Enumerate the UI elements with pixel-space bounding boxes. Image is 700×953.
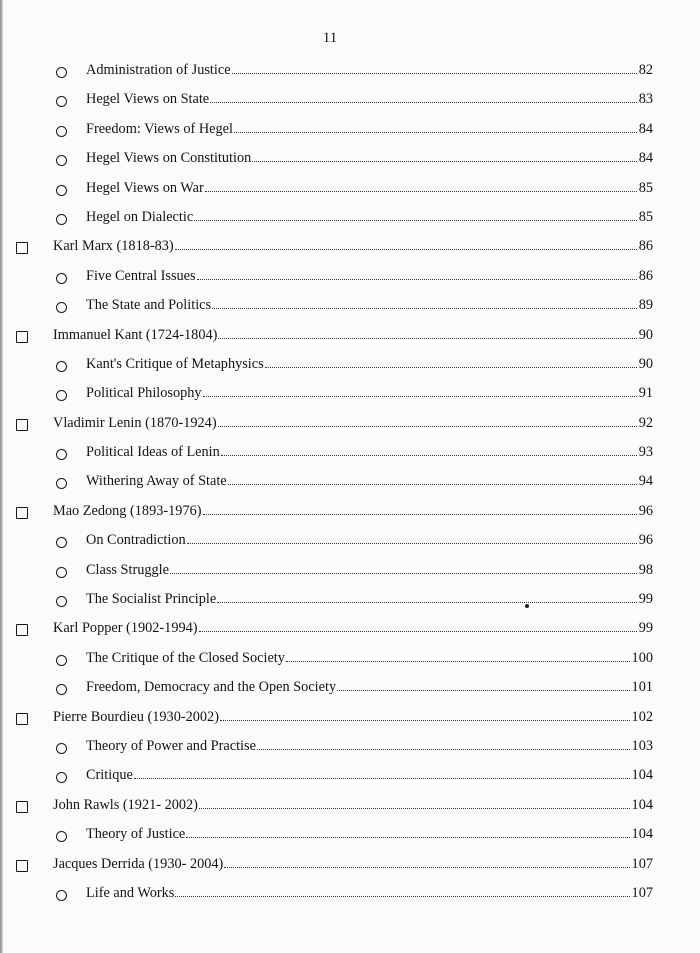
circle-bullet-icon: [56, 361, 67, 372]
dot-leader: [210, 102, 637, 103]
toc-line: [53, 620, 653, 637]
toc-title: Immanuel Kant (1724-1804): [53, 326, 218, 343]
toc-section-entry: [0, 765, 700, 794]
toc-title: Political Philosophy: [86, 385, 202, 402]
toc-title: The Critique of the Closed Society: [86, 649, 285, 666]
toc-line: [86, 591, 653, 608]
toc-section-entry: [0, 383, 700, 412]
toc-line: [86, 767, 653, 784]
circle-bullet-icon: [56, 214, 67, 225]
circle-bullet-icon: [56, 772, 67, 783]
dot-leader: [212, 308, 637, 309]
toc-section-entry: [0, 148, 700, 177]
circle-bullet-icon: [56, 831, 67, 842]
toc-page-number: 103: [631, 737, 653, 754]
toc-page-number: 86: [638, 267, 653, 284]
dot-leader: [218, 338, 636, 339]
circle-bullet-icon: [56, 890, 67, 901]
toc-page-number: 85: [638, 208, 653, 225]
toc-line: [53, 856, 653, 873]
square-bullet-icon: [16, 419, 28, 431]
dot-leader: [199, 631, 637, 632]
toc-title: Jacques Derrida (1930- 2004): [53, 855, 224, 872]
dot-leader: [203, 396, 637, 397]
toc-chapter-entry: [0, 325, 700, 354]
toc-title: The State and Politics: [86, 297, 212, 314]
toc-section-entry: [0, 883, 700, 912]
toc-line: [86, 473, 653, 490]
circle-bullet-icon: [56, 155, 67, 166]
toc-title: Class Struggle: [86, 561, 170, 578]
toc-line: [86, 297, 653, 314]
toc-line: [86, 885, 653, 902]
toc-section-entry: [0, 60, 700, 89]
toc-section-entry: [0, 736, 700, 765]
toc-page-number: 91: [638, 385, 653, 402]
dot-leader: [221, 455, 637, 456]
dot-leader: [224, 867, 629, 868]
toc-line: [53, 327, 653, 344]
toc-line: [86, 444, 653, 461]
dot-leader: [257, 749, 630, 750]
toc-section-entry: [0, 442, 700, 471]
toc-page-number: 102: [631, 708, 653, 725]
toc-line: [86, 826, 653, 843]
toc-chapter-entry: [0, 795, 700, 824]
square-bullet-icon: [16, 242, 28, 254]
toc-chapter-entry: [0, 707, 700, 736]
toc-page-number: 98: [638, 561, 653, 578]
circle-bullet-icon: [56, 567, 67, 578]
square-bullet-icon: [16, 507, 28, 519]
toc-section-entry: [0, 178, 700, 207]
toc-page-number: 83: [638, 91, 653, 108]
circle-bullet-icon: [56, 126, 67, 137]
toc-section-entry: [0, 648, 700, 677]
toc-title: Kant's Critique of Metaphysics: [86, 355, 264, 372]
toc-section-entry: [0, 354, 700, 383]
dot-leader: [134, 778, 630, 779]
toc-line: [86, 532, 653, 549]
dot-leader: [170, 573, 637, 574]
toc-line: [86, 150, 653, 167]
toc-line: [86, 121, 653, 138]
toc-section-entry: [0, 824, 700, 853]
toc-line: [86, 180, 653, 197]
toc-page-number: 94: [638, 473, 653, 490]
toc-page-number: 84: [638, 150, 653, 167]
dot-leader: [199, 808, 630, 809]
toc-page-number: 85: [638, 179, 653, 196]
toc-line: [53, 709, 653, 726]
circle-bullet-icon: [56, 478, 67, 489]
toc-page-number: 90: [638, 355, 653, 372]
toc-line: [86, 562, 653, 579]
toc-line: [86, 650, 653, 667]
circle-bullet-icon: [56, 537, 67, 548]
toc-title: Five Central Issues: [86, 267, 196, 284]
toc-title: Hegel on Dialectic: [86, 208, 194, 225]
toc-title: Vladimir Lenin (1870-1924): [53, 414, 217, 431]
toc-chapter-entry: [0, 501, 700, 530]
toc-line: [86, 91, 653, 108]
toc-title: The Socialist Principle: [86, 591, 217, 608]
toc-section-entry: [0, 560, 700, 589]
toc-title: Karl Popper (1902-1994): [53, 620, 198, 637]
square-bullet-icon: [16, 713, 28, 725]
dot-leader: [232, 73, 637, 74]
toc-title: Hegel Views on State: [86, 91, 210, 108]
toc-page-number: 96: [638, 502, 653, 519]
toc-page-number: 100: [631, 649, 653, 666]
toc-line: [86, 356, 653, 373]
dot-leader: [186, 837, 629, 838]
dot-leader: [175, 249, 637, 250]
toc-line: [86, 738, 653, 755]
toc-page-number: 104: [631, 826, 653, 843]
table-of-contents: [0, 60, 700, 912]
toc-title: Pierre Bourdieu (1930-2002): [53, 708, 219, 725]
toc-section-entry: [0, 589, 700, 618]
dot-leader: [205, 191, 637, 192]
toc-section-entry: [0, 207, 700, 236]
toc-title: Theory of Justice: [86, 826, 186, 843]
square-bullet-icon: [16, 801, 28, 813]
toc-page-number: 96: [638, 532, 653, 549]
toc-title: Theory of Power and Practise: [86, 737, 256, 754]
dot-leader: [218, 426, 637, 427]
circle-bullet-icon: [56, 596, 67, 607]
toc-line: [86, 209, 653, 226]
dot-leader: [194, 220, 637, 221]
toc-title: Freedom, Democracy and the Open Society: [86, 679, 337, 696]
circle-bullet-icon: [56, 67, 67, 78]
toc-title: Political Ideas of Lenin: [86, 444, 220, 461]
circle-bullet-icon: [56, 273, 67, 284]
toc-page-number: 99: [638, 620, 653, 637]
dot-leader: [337, 690, 629, 691]
toc-title: On Contradiction: [86, 532, 186, 549]
toc-section-entry: [0, 89, 700, 118]
dot-leader: [228, 484, 637, 485]
page-number: 11: [322, 30, 338, 46]
circle-bullet-icon: [56, 449, 67, 460]
toc-page-number: 101: [631, 679, 653, 696]
toc-page-number: 99: [638, 591, 653, 608]
dot-leader: [265, 367, 637, 368]
toc-page-number: 89: [638, 297, 653, 314]
dot-leader: [252, 161, 636, 162]
toc-page-number: 92: [638, 414, 653, 431]
circle-bullet-icon: [56, 655, 67, 666]
circle-bullet-icon: [56, 684, 67, 695]
toc-chapter-entry: [0, 413, 700, 442]
toc-title: Freedom: Views of Hegel: [86, 120, 233, 137]
toc-title: Mao Zedong (1893-1976): [53, 502, 202, 519]
toc-page-number: 84: [638, 120, 653, 137]
square-bullet-icon: [16, 331, 28, 343]
toc-page-number: 93: [638, 444, 653, 461]
dot-leader: [175, 896, 629, 897]
toc-line: [86, 62, 653, 79]
dot-leader: [234, 132, 637, 133]
toc-section-entry: [0, 295, 700, 324]
toc-page-number: 82: [638, 62, 653, 78]
dot-leader: [217, 602, 636, 603]
dot-leader: [197, 279, 637, 280]
toc-title: Withering Away of State: [86, 473, 227, 490]
toc-page-number: 107: [631, 884, 653, 901]
toc-section-entry: [0, 119, 700, 148]
toc-line: [53, 503, 653, 520]
toc-title: Critique: [86, 767, 133, 784]
circle-bullet-icon: [56, 743, 67, 754]
toc-line: [86, 679, 653, 696]
toc-section-entry: [0, 266, 700, 295]
circle-bullet-icon: [56, 390, 67, 401]
toc-title: Life and Works: [86, 884, 175, 901]
toc-section-entry: [0, 530, 700, 559]
toc-line: [53, 238, 653, 255]
toc-chapter-entry: [0, 854, 700, 883]
toc-title: Administration of Justice: [86, 62, 231, 78]
toc-page-number: 104: [631, 796, 653, 813]
dot-leader: [286, 661, 630, 662]
circle-bullet-icon: [56, 302, 67, 313]
toc-title: Hegel Views on Constitution: [86, 150, 252, 167]
circle-bullet-icon: [56, 96, 67, 107]
toc-page-number: 86: [638, 238, 653, 255]
toc-title: Karl Marx (1818-83): [53, 238, 174, 255]
toc-page-number: 107: [631, 855, 653, 872]
toc-line: [53, 415, 653, 432]
toc-line: [53, 797, 653, 814]
toc-title: John Rawls (1921- 2002): [53, 796, 198, 813]
toc-section-entry: [0, 471, 700, 500]
toc-chapter-entry: [0, 236, 700, 265]
square-bullet-icon: [16, 624, 28, 636]
circle-bullet-icon: [56, 185, 67, 196]
dot-leader: [187, 543, 637, 544]
toc-title: Hegel Views on War: [86, 179, 204, 196]
toc-line: [86, 268, 653, 285]
toc-line: [86, 385, 653, 402]
dot-leader: [203, 514, 637, 515]
toc-page-number: 104: [631, 767, 653, 784]
toc-page-number: 90: [638, 326, 653, 343]
toc-section-entry: [0, 677, 700, 706]
toc-chapter-entry: [0, 618, 700, 647]
dot-leader: [220, 720, 630, 721]
square-bullet-icon: [16, 860, 28, 872]
print-speck: [525, 604, 529, 608]
